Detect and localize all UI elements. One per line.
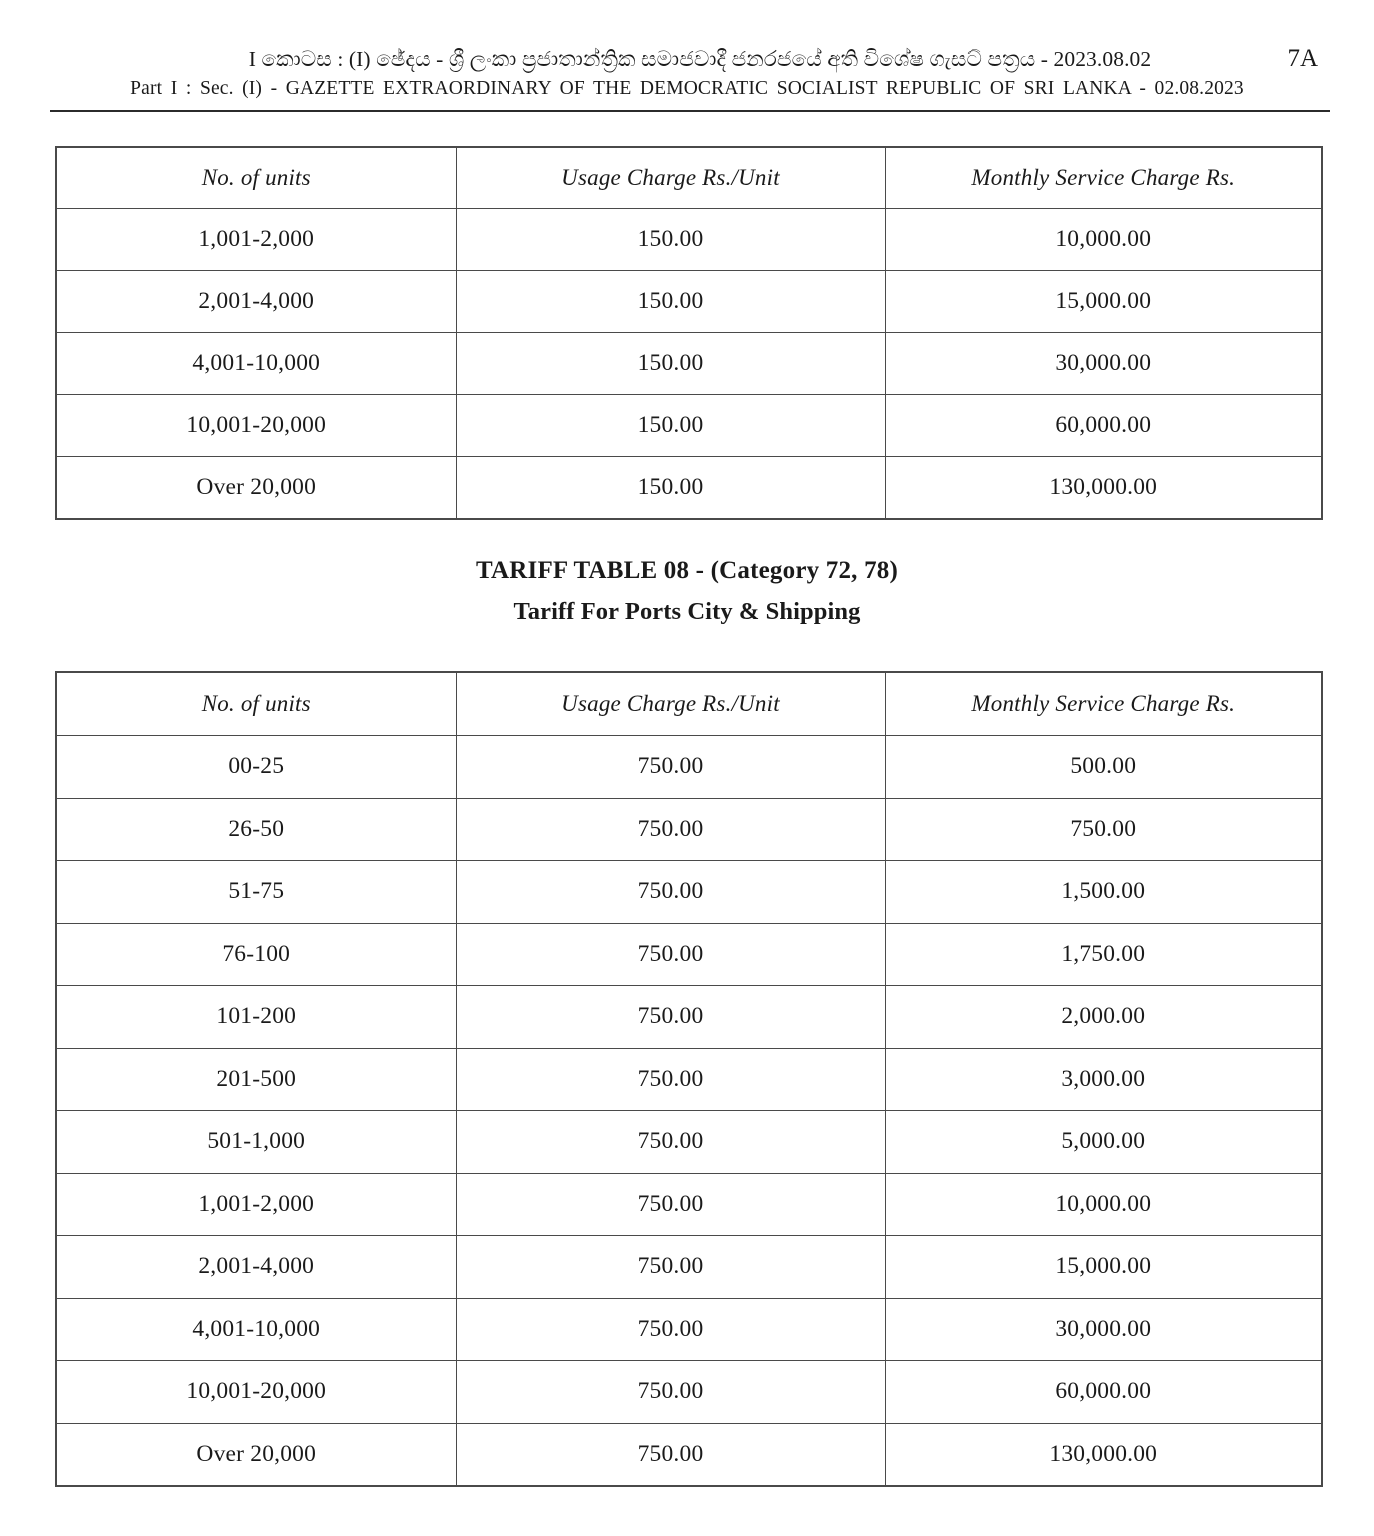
cell-usage-charge: 750.00 — [456, 1298, 885, 1361]
cell-usage-charge: 750.00 — [456, 986, 885, 1049]
cell-units: 2,001-4,000 — [56, 271, 456, 333]
table-row — [56, 736, 1322, 799]
cell-service-charge: 2,000.00 — [885, 986, 1322, 1049]
column-header-service: Monthly Service Charge Rs. — [885, 147, 1322, 209]
table-row — [56, 271, 1322, 333]
tariff-table-08-body — [56, 736, 1322, 1487]
column-header-service: Monthly Service Charge Rs. — [885, 672, 1322, 736]
cell-units: 10,001-20,000 — [56, 1361, 456, 1424]
cell-service-charge: 30,000.00 — [885, 333, 1322, 395]
cell-units: 26-50 — [56, 798, 456, 861]
cell-usage-charge: 750.00 — [456, 1236, 885, 1299]
cell-units: Over 20,000 — [56, 457, 456, 520]
masthead-sinhala-line: I කොටස : (I) ඡේදය - ශ්‍රී ලංකා ප්‍රජාතාන්ත්‍රික සමාජවාදී ජනරජයේ අති විශේෂ ගැසට් පත්‍රය - 2023.08.02 — [248, 47, 1152, 71]
cell-usage-charge: 750.00 — [456, 736, 885, 799]
column-header-usage: Usage Charge Rs./Unit — [456, 147, 885, 209]
cell-usage-charge: 750.00 — [456, 798, 885, 861]
cell-units: 00-25 — [56, 736, 456, 799]
column-header-units: No. of units — [56, 672, 456, 736]
table-row — [56, 209, 1322, 271]
table-row — [56, 1423, 1322, 1486]
table-row — [56, 1173, 1322, 1236]
table-row — [56, 1298, 1322, 1361]
table-row — [56, 1361, 1322, 1424]
masthead-english-line: Part I : Sec. (I) - GAZETTE EXTRAORDINARY OF THE DEMOCRATIC SOCIALIST REPUBLIC OF SRI LANKA - 02.08.2023 — [130, 78, 1244, 99]
column-header-units: No. of units — [56, 147, 456, 209]
cell-usage-charge: 750.00 — [456, 1361, 885, 1424]
table-row — [56, 1236, 1322, 1299]
cell-usage-charge: 750.00 — [456, 861, 885, 924]
cell-usage-charge: 750.00 — [456, 1048, 885, 1111]
cell-service-charge: 10,000.00 — [885, 1173, 1322, 1236]
cell-service-charge: 10,000.00 — [885, 209, 1322, 271]
cell-usage-charge: 750.00 — [456, 923, 885, 986]
cell-units: 10,001-20,000 — [56, 395, 456, 457]
table-row — [56, 861, 1322, 924]
cell-units: 4,001-10,000 — [56, 333, 456, 395]
table-header-row — [56, 147, 1322, 209]
cell-units: 51-75 — [56, 861, 456, 924]
cell-units: Over 20,000 — [56, 1423, 456, 1486]
table-row — [56, 457, 1322, 520]
table-row — [56, 1048, 1322, 1111]
cell-usage-charge: 150.00 — [456, 333, 885, 395]
cell-usage-charge: 150.00 — [456, 395, 885, 457]
cell-service-charge: 60,000.00 — [885, 1361, 1322, 1424]
table-row — [56, 923, 1322, 986]
column-header-usage: Usage Charge Rs./Unit — [456, 672, 885, 736]
page-number: 7A — [1287, 45, 1318, 72]
table-row — [56, 1111, 1322, 1174]
cell-service-charge: 1,750.00 — [885, 923, 1322, 986]
cell-service-charge: 750.00 — [885, 798, 1322, 861]
cell-service-charge: 15,000.00 — [885, 1236, 1322, 1299]
table-row — [56, 333, 1322, 395]
page-masthead — [0, 44, 1374, 103]
cell-units: 1,001-2,000 — [56, 209, 456, 271]
cell-service-charge: 60,000.00 — [885, 395, 1322, 457]
cell-units: 4,001-10,000 — [56, 1298, 456, 1361]
cell-units: 1,001-2,000 — [56, 1173, 456, 1236]
tariff-table-08 — [55, 671, 1323, 1487]
cell-service-charge: 3,000.00 — [885, 1048, 1322, 1111]
cell-usage-charge: 750.00 — [456, 1173, 885, 1236]
table-row — [56, 798, 1322, 861]
cell-units: 2,001-4,000 — [56, 1236, 456, 1299]
table-row — [56, 986, 1322, 1049]
tariff-table-08-title: TARIFF TABLE 08 - (Category 72, 78) — [475, 557, 898, 584]
table-row — [56, 395, 1322, 457]
cell-units: 201-500 — [56, 1048, 456, 1111]
cell-usage-charge: 750.00 — [456, 1111, 885, 1174]
cell-service-charge: 5,000.00 — [885, 1111, 1322, 1174]
cell-usage-charge: 150.00 — [456, 209, 885, 271]
tariff-table-continued — [55, 146, 1323, 520]
cell-service-charge: 15,000.00 — [885, 271, 1322, 333]
cell-service-charge: 130,000.00 — [885, 457, 1322, 520]
cell-units: 501-1,000 — [56, 1111, 456, 1174]
cell-usage-charge: 150.00 — [456, 271, 885, 333]
table-header-row — [56, 672, 1322, 736]
tariff-table-continued-body — [56, 209, 1322, 520]
cell-units: 101-200 — [56, 986, 456, 1049]
cell-units: 76-100 — [56, 923, 456, 986]
cell-service-charge: 30,000.00 — [885, 1298, 1322, 1361]
tariff-table-08-subtitle: Tariff For Ports City & Shipping — [513, 598, 861, 625]
cell-service-charge: 1,500.00 — [885, 861, 1322, 924]
cell-service-charge: 500.00 — [885, 736, 1322, 799]
cell-service-charge: 130,000.00 — [885, 1423, 1322, 1486]
cell-usage-charge: 750.00 — [456, 1423, 885, 1486]
masthead-divider — [50, 110, 1330, 112]
cell-usage-charge: 150.00 — [456, 457, 885, 520]
